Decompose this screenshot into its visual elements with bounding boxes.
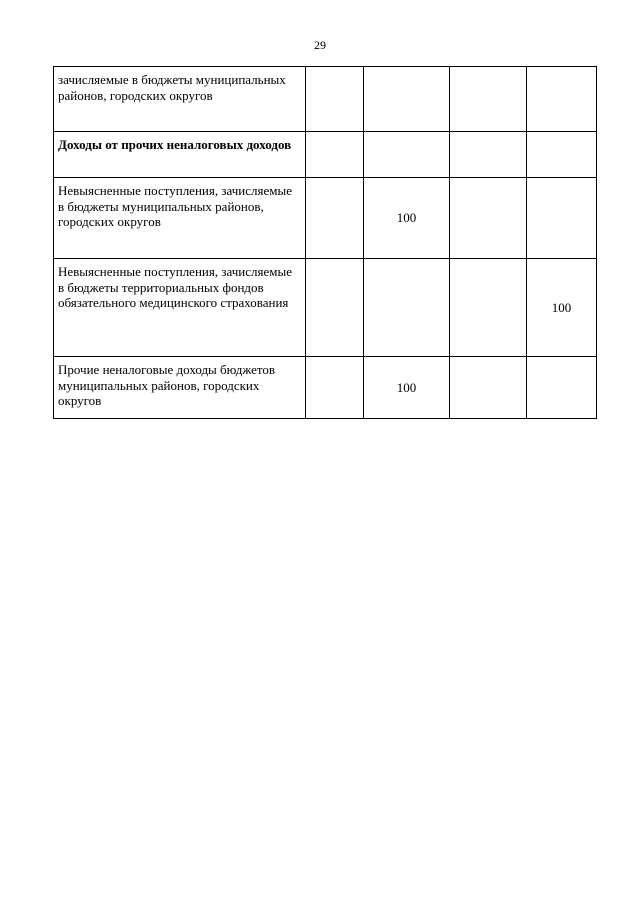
- value-cell-col2: [364, 259, 450, 357]
- row-name-cell: зачисляемые в бюджеты муниципальных районов, городских округов: [54, 67, 306, 132]
- value-cell-col1: [306, 259, 364, 357]
- value-cell-col3: [450, 259, 527, 357]
- value-cell-col2: 100: [364, 178, 450, 259]
- section-name-cell: Доходы от прочих неналоговых доходов: [54, 132, 306, 178]
- row-name-cell: Невыясненные поступления, зачисляемые в бюджеты муниципальных районов, городских округов: [54, 178, 306, 259]
- value-cell-col3: [450, 132, 527, 178]
- value-cell-col2: 100: [364, 357, 450, 419]
- table-row: [54, 67, 597, 132]
- value-cell-col2: [364, 132, 450, 178]
- table-row: [54, 259, 597, 357]
- table-row: [54, 357, 597, 419]
- value-cell-col3: [450, 178, 527, 259]
- value-cell-col1: [306, 178, 364, 259]
- table-row: [54, 178, 597, 259]
- value-cell-col4: [527, 132, 597, 178]
- value-cell-col4: [527, 178, 597, 259]
- revenue-distribution-table: [53, 66, 597, 419]
- value-cell-col1: [306, 132, 364, 178]
- page-number: 29: [314, 38, 326, 52]
- value-cell-col3: [450, 357, 527, 419]
- row-name-cell: Прочие неналоговые доходы бюджетов муниципальных районов, городских округов: [54, 357, 306, 419]
- value-cell-col4: [527, 357, 597, 419]
- table-row-section-header: [54, 132, 597, 178]
- value-cell-col2: [364, 67, 450, 132]
- value-cell-col3: [450, 67, 527, 132]
- value-cell-col1: [306, 357, 364, 419]
- value-cell-col4: 100: [527, 259, 597, 357]
- value-cell-col1: [306, 67, 364, 132]
- value-cell-col4: [527, 67, 597, 132]
- row-name-cell: Невыясненные поступления, зачисляемые в бюджеты территориальных фондов обязательного медицинского страхования: [54, 259, 306, 357]
